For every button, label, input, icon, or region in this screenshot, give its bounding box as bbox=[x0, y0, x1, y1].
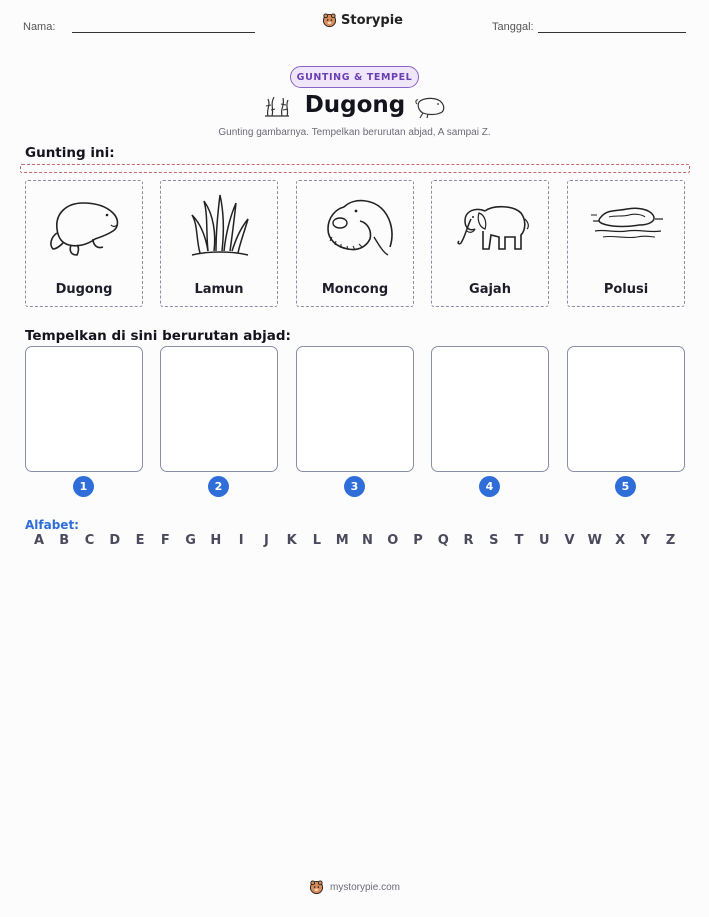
snout-icon bbox=[314, 189, 398, 269]
cut-card-moncong[interactable] bbox=[296, 180, 414, 307]
paste-slot-1[interactable] bbox=[25, 346, 143, 472]
cut-card-polusi[interactable] bbox=[567, 180, 685, 307]
card-label: Polusi bbox=[603, 282, 649, 297]
alphabet-letter: F bbox=[160, 533, 170, 548]
alphabet-letter: I bbox=[238, 533, 244, 548]
instructions: Gunting gambarnya. Tempelkan berurutan abjad, A sampai Z. bbox=[218, 127, 491, 138]
pollution-icon bbox=[585, 189, 669, 269]
cut-card-dugong[interactable] bbox=[25, 180, 143, 307]
paste-slot-3[interactable] bbox=[296, 346, 414, 472]
paste-section-title: Tempelkan di sini berurutan abjad: bbox=[25, 328, 291, 344]
slot-number-badge: 4 bbox=[479, 476, 500, 497]
activity-badge: GUNTING & TEMPEL bbox=[290, 66, 419, 88]
alphabet-letter: O bbox=[387, 533, 399, 548]
alphabet-letter: A bbox=[33, 533, 45, 548]
card-label: Lamun bbox=[194, 282, 244, 297]
dugong-icon bbox=[43, 189, 127, 269]
alphabet-letter: M bbox=[335, 533, 349, 548]
alphabet-letter: P bbox=[413, 533, 423, 548]
cut-section-title: Gunting ini: bbox=[25, 145, 115, 161]
alphabet-letter: R bbox=[463, 533, 474, 548]
alphabet-letter: W bbox=[587, 533, 603, 548]
alphabet-letter: D bbox=[109, 533, 121, 548]
alphabet-letter: G bbox=[185, 533, 196, 548]
paste-slot-2[interactable] bbox=[160, 346, 278, 472]
name-line bbox=[72, 32, 255, 33]
footer-link[interactable]: mystorypie.com bbox=[329, 882, 400, 893]
alphabet-letter: H bbox=[210, 533, 222, 548]
footer-mascot-icon bbox=[309, 880, 324, 895]
cut-guide-line bbox=[20, 164, 690, 173]
slot-number-badge: 3 bbox=[344, 476, 365, 497]
kelp-icon bbox=[262, 94, 292, 120]
footer bbox=[0, 880, 709, 895]
date-label: Tanggal: bbox=[492, 21, 534, 33]
alphabet-letter: J bbox=[263, 533, 269, 548]
name-label: Nama: bbox=[23, 21, 56, 33]
paste-slot-5[interactable] bbox=[567, 346, 685, 472]
alphabet-letter: S bbox=[489, 533, 499, 548]
page-title: Dugong bbox=[304, 92, 406, 118]
alphabet-letter: V bbox=[564, 533, 575, 548]
seagrass-icon bbox=[178, 189, 262, 269]
slot-number-badge: 2 bbox=[208, 476, 229, 497]
alphabet-letter: B bbox=[59, 533, 70, 548]
alphabet-letter: Y bbox=[640, 533, 651, 548]
alphabet-letter: N bbox=[362, 533, 373, 548]
brand-name: Storypie bbox=[341, 13, 403, 28]
alphabet-letter: L bbox=[312, 533, 322, 548]
card-label: Gajah bbox=[469, 282, 511, 297]
elephant-icon bbox=[449, 189, 533, 269]
alphabet-row bbox=[25, 533, 685, 548]
alphabet-letter: X bbox=[615, 533, 626, 548]
alphabet-letter: C bbox=[84, 533, 95, 548]
alphabet-title: Alfabet: bbox=[25, 518, 79, 532]
card-label: Moncong bbox=[321, 282, 389, 297]
slot-number-badge: 5 bbox=[615, 476, 636, 497]
slot-number-badge: 1 bbox=[73, 476, 94, 497]
cut-card-gajah[interactable] bbox=[431, 180, 549, 307]
alphabet-letter: Q bbox=[437, 533, 449, 548]
brand-logo bbox=[322, 13, 403, 28]
date-line bbox=[538, 32, 686, 33]
dugong-title-icon bbox=[414, 94, 448, 120]
paste-slot-4[interactable] bbox=[431, 346, 549, 472]
cut-card-lamun[interactable] bbox=[160, 180, 278, 307]
alphabet-letter: Z bbox=[665, 533, 676, 548]
mascot-icon bbox=[322, 13, 337, 28]
alphabet-letter: U bbox=[539, 533, 550, 548]
alphabet-letter: T bbox=[514, 533, 524, 548]
alphabet-letter: K bbox=[286, 533, 297, 548]
alphabet-letter: E bbox=[135, 533, 145, 548]
card-label: Dugong bbox=[55, 282, 113, 297]
